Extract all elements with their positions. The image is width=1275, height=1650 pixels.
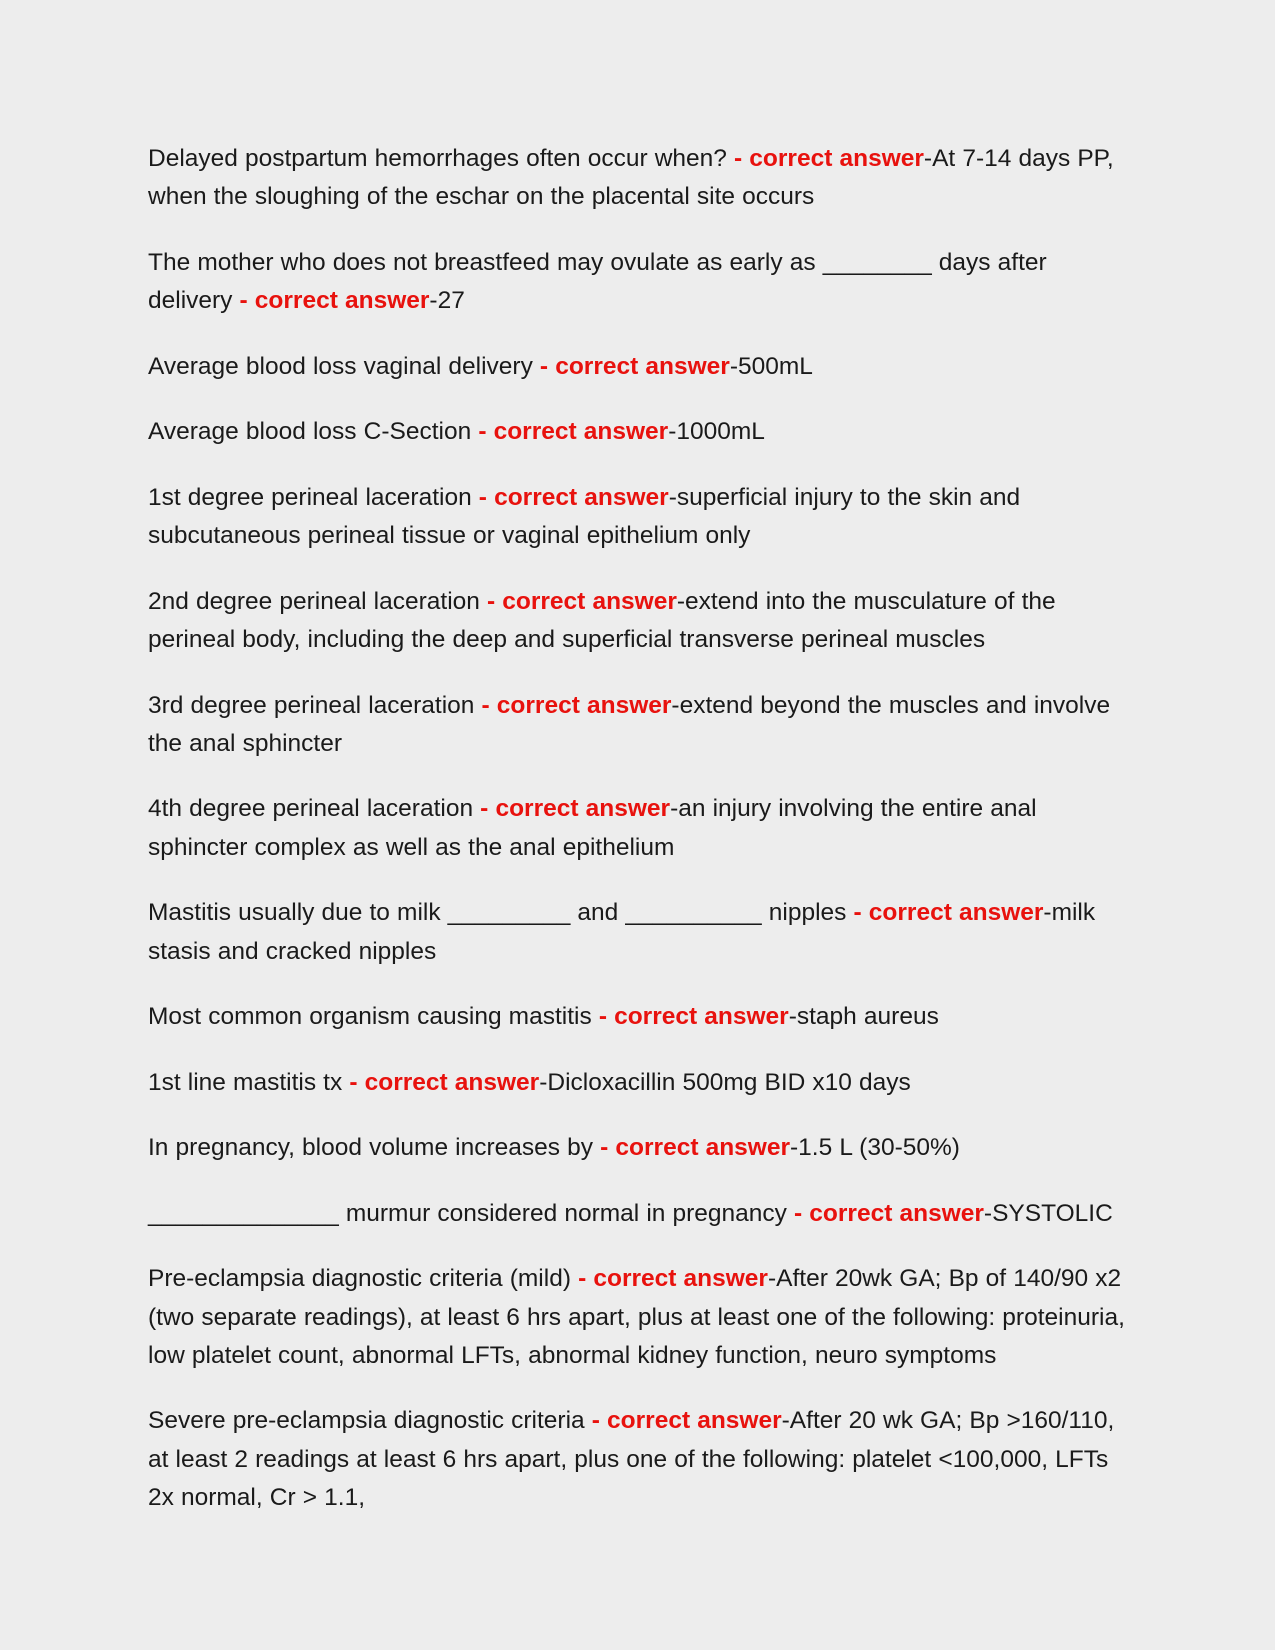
- qa-entry: [148, 413, 1125, 451]
- qa-entry: [148, 244, 1125, 321]
- qa-entry: [148, 1129, 1125, 1167]
- qa-question: Mastitis usually due to milk _________ and __________ nipples: [148, 899, 847, 927]
- qa-entry: [148, 1064, 1125, 1102]
- correct-answer-marker: - correct answer: [593, 1134, 791, 1162]
- qa-question: Most common organism causing mastitis: [148, 1003, 592, 1031]
- correct-answer-marker: - correct answer: [532, 352, 730, 380]
- qa-entry: [148, 583, 1125, 660]
- qa-answer: -27: [429, 287, 465, 315]
- correct-answer-marker: - correct answer: [474, 691, 672, 719]
- qa-answer: -an injury involving the entire anal sphincter complex as well as the anal epithelium: [148, 795, 1037, 861]
- qa-answer: -1.5 L (30-50%): [790, 1134, 960, 1162]
- qa-entry: [148, 479, 1125, 556]
- qa-answer: -superficial injury to the skin and subcutaneous perineal tissue or vaginal epithelium only: [148, 483, 1021, 550]
- qa-entry: [148, 790, 1125, 867]
- qa-entry: [148, 998, 1125, 1036]
- qa-entry: [148, 894, 1125, 971]
- qa-answer: -After 20wk GA; Bp of 140/90 x2 (two separate readings), at least 6 hrs apart, plus at least one of the following: proteinuria, low platelet count, abnormal LFTs, abnormal kidney function, neuro symptoms: [148, 1265, 1125, 1369]
- qa-question: 1st degree perineal laceration: [148, 483, 472, 511]
- qa-answer: -At 7-14 days PP, when the sloughing of the eschar on the placental site occurs: [148, 145, 1114, 211]
- qa-entry: [148, 140, 1125, 217]
- correct-answer-marker: - correct answer: [726, 145, 924, 172]
- qa-answer: -extend beyond the muscles and involve the anal sphincter: [148, 691, 1111, 757]
- qa-entry: [148, 1260, 1125, 1375]
- correct-answer-marker: - correct answer: [473, 795, 671, 823]
- qa-answer: -500mL: [729, 352, 813, 380]
- correct-answer-marker: - correct answer: [471, 418, 669, 446]
- qa-answer: -extend into the musculature of the perineal body, including the deep and superficial transverse perineal muscles: [148, 587, 1056, 654]
- qa-question: The mother who does not breastfeed may ovulate as early as ________ days after delivery: [148, 248, 1047, 315]
- qa-question: Average blood loss vaginal delivery: [148, 352, 533, 380]
- qa-answer: -staph aureus: [788, 1003, 939, 1031]
- correct-answer-marker: - correct answer: [570, 1265, 768, 1293]
- correct-answer-marker: - correct answer: [471, 483, 669, 511]
- qa-question: 3rd degree perineal laceration: [148, 691, 475, 719]
- qa-question: Delayed postpartum hemorrhages often occur when?: [148, 145, 727, 172]
- qa-question: In pregnancy, blood volume increases by: [148, 1134, 594, 1162]
- qa-question: Pre-eclampsia diagnostic criteria (mild): [148, 1265, 571, 1293]
- qa-answer: -After 20 wk GA; Bp >160/110, at least 2 readings at least 6 hrs apart, plus one of the following: platelet <100,000, LFTs 2x normal, Cr > 1.1,: [148, 1407, 1115, 1512]
- qa-answer: -Dicloxacillin 500mg BID x10 days: [539, 1068, 911, 1096]
- qa-question: Severe pre-eclampsia diagnostic criteria: [148, 1407, 585, 1435]
- qa-question: Average blood loss C-Section: [148, 418, 472, 446]
- qa-question: 4th degree perineal laceration: [148, 795, 474, 823]
- qa-entry: [148, 1195, 1125, 1233]
- qa-answer: -1000mL: [668, 418, 765, 446]
- qa-question: 2nd degree perineal laceration: [148, 587, 480, 615]
- qa-entry: [148, 1402, 1125, 1517]
- correct-answer-marker: - correct answer: [232, 287, 430, 315]
- correct-answer-marker: - correct answer: [479, 587, 677, 615]
- correct-answer-marker: - correct answer: [846, 899, 1044, 927]
- qa-list: [148, 140, 1125, 1518]
- correct-answer-marker: - correct answer: [591, 1003, 789, 1031]
- correct-answer-marker: - correct answer: [342, 1068, 540, 1096]
- qa-question: ______________ murmur considered normal in pregnancy: [148, 1199, 787, 1227]
- qa-entry: [148, 348, 1125, 386]
- qa-answer: -SYSTOLIC: [983, 1199, 1113, 1227]
- correct-answer-marker: - correct answer: [786, 1199, 984, 1227]
- qa-entry: [148, 687, 1125, 764]
- qa-question: 1st line mastitis tx: [148, 1068, 343, 1096]
- qa-answer: -milk stasis and cracked nipples: [148, 899, 1096, 965]
- correct-answer-marker: - correct answer: [584, 1407, 782, 1435]
